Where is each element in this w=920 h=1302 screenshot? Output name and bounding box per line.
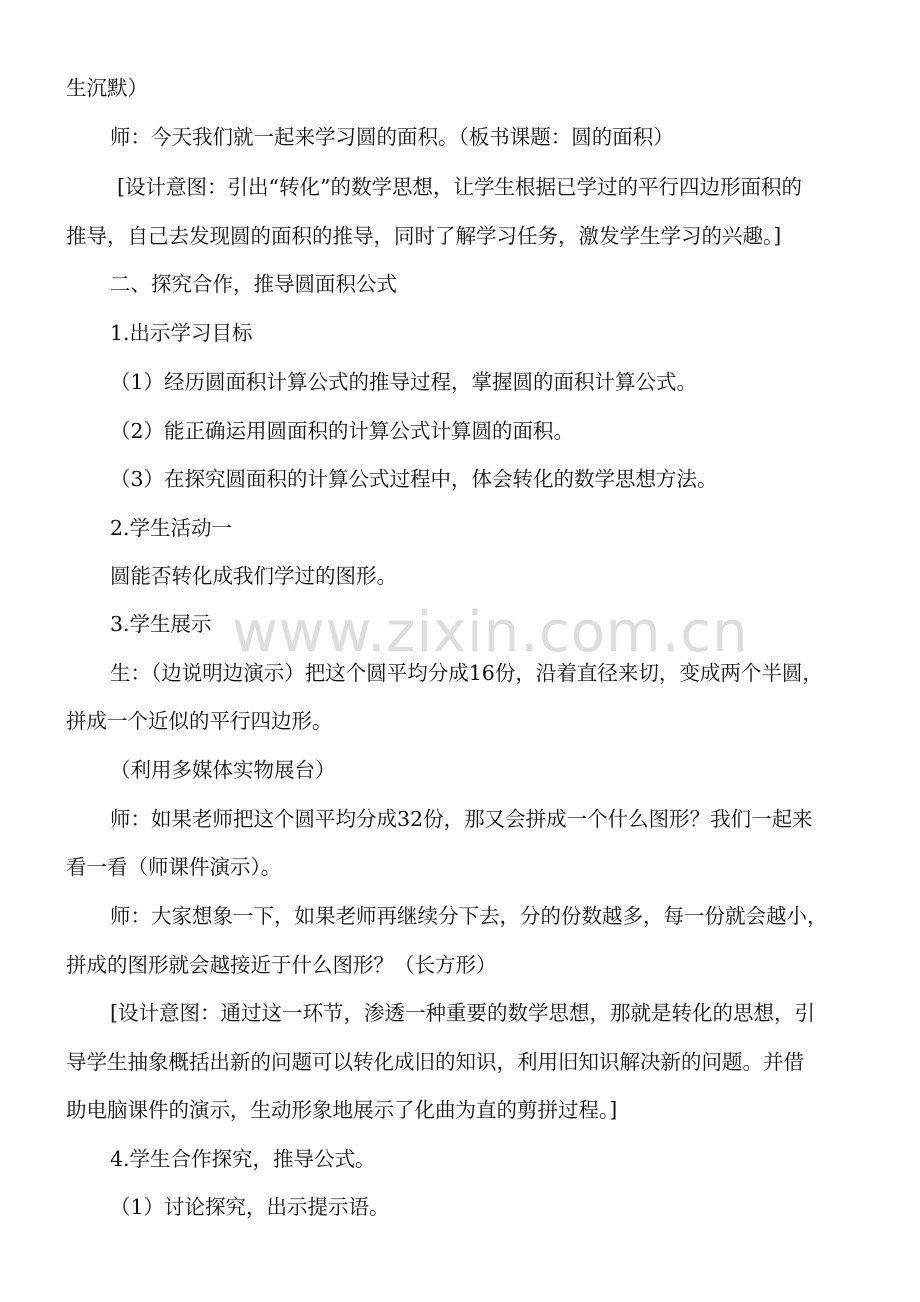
text-line: 助电脑课件的演示，生动形象地展示了化曲为直的剪拼过程。]: [66, 1098, 618, 1122]
text-line: 导学生抽象概括出新的问题可以转化成旧的知识，利用旧知识解决新的问题。并借: [66, 1050, 804, 1074]
subsection-heading: 4.学生合作探究，推导公式。: [110, 1147, 376, 1171]
text-line: 师：大家想象一下，如果老师再继续分下去，分的份数越多，每一份就会越小，: [110, 904, 828, 928]
list-item: （3）在探究圆面积的计算公式过程中，体会转化的数学思想方法。: [110, 467, 718, 491]
text-line: 师：今天我们就一起来学习圆的面积。（板书课题：圆的面积）: [110, 125, 674, 149]
text-line: 拼成一个近似的平行四边形。: [66, 709, 333, 733]
text-line: （利用多媒体实物展台）: [110, 758, 336, 782]
list-item: （2）能正确运用圆面积的计算公式计算圆的面积。: [110, 419, 575, 443]
subsection-heading: 3.学生展示: [110, 612, 212, 636]
text-line: [设计意图：引出“转化”的数学思想，让学生根据已学过的平行四边形面积的: [117, 175, 802, 199]
text-line: 看一看（师课件演示）。: [66, 855, 282, 879]
subsection-heading: 1.出示学习目标: [110, 321, 253, 345]
list-item: （1）经历圆面积计算公式的推导过程，掌握圆的面积计算公式。: [110, 370, 698, 394]
text-line: 圆能否转化成我们学过的图形。: [110, 564, 397, 588]
text-line: 生沉默）: [66, 76, 148, 100]
section-heading: 二、探究合作，推导圆面积公式: [110, 272, 397, 296]
text-line: 拼成的图形就会越接近于什么图形？（长方形）: [66, 953, 497, 977]
text-line: 生：（边说明边演示）把这个圆平均分成16份，沿着直径来切，变成两个半圆，: [110, 661, 823, 685]
text-line: [设计意图：通过这一环节，渗透一种重要的数学思想，那就是转化的思想，引: [110, 1001, 815, 1025]
subsection-heading: 2.学生活动一: [110, 516, 233, 540]
text-line: 推导，自己去发现圆的面积的推导，同时了解学习任务，激发学生学习的兴趣。]: [66, 224, 782, 248]
watermark: www.zixin.com.cn: [232, 600, 749, 665]
text-line: 师：如果老师把这个圆平均分成32份，那又会拼成一个什么图形？我们一起来: [110, 807, 813, 831]
list-item: （1）讨论探究，出示提示语。: [110, 1195, 390, 1219]
